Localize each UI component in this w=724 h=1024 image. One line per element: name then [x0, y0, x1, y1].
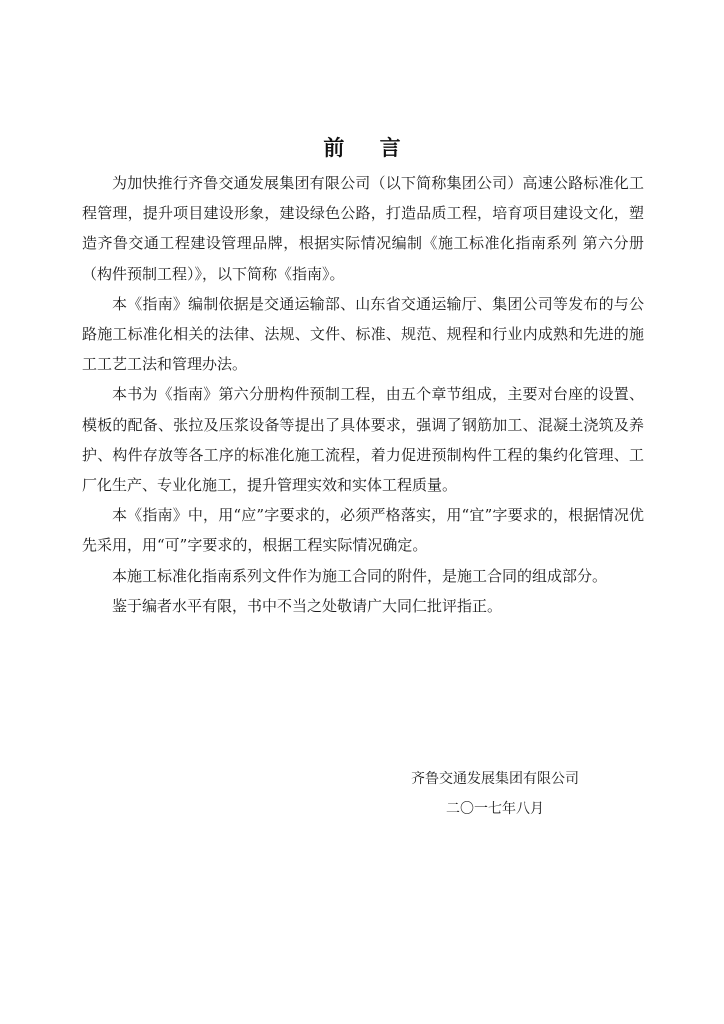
paragraph-closing: 鉴于编者水平有限，书中不当之处敬请广大同仁批评指正。: [112, 596, 503, 615]
paragraph-contract: 本施工标准化指南系列文件作为施工合同的附件，是施工合同的组成部分。: [112, 566, 608, 585]
page-title: 前 言: [323, 136, 415, 160]
signature-block: [380, 764, 610, 824]
paragraph-basis: 本《指南》编制依据是交通运输部、山东省交通运输厅、集团公司等发布的与公路施工标准化相关的法律、法规、文件、标准、规范、规程和行业内成熟和先进的施工工艺工法和管理办法。: [82, 294, 644, 374]
paragraph-purpose: 为加快推行齐鲁交通发展集团有限公司（以下简称集团公司）高速公路标准化工程管理，提升项目建设形象，建设绿色公路，打造品质工程，培育项目建设文化，塑造齐鲁交通工程建设管理品牌，根据实际情况编制《施工标准化指南系列 第六分册（构件预制工程）》，以下简称《指南》。: [82, 174, 644, 283]
signature-date: 二〇一七年八月: [446, 801, 544, 817]
paragraph-wording: 本《指南》中，用“应”字要求的，必须严格落实，用“宜”字要求的，根据情况优先采用，用“可”字要求的，根据工程实际情况确定。: [82, 506, 644, 555]
paragraph-content: 本书为《指南》第六分册构件预制工程，由五个章节组成，主要对台座的设置、模板的配备、张拉及压浆设备等提出了具体要求，强调了钢筋加工、混凝土浇筑及养护、构件存放等各工序的标准化施工流程，着力促进预制构件工程的集约化管理、工厂化生产、专业化施工，提升管理实效和实体工程质量。: [82, 385, 644, 495]
signature-organization: 齐鲁交通发展集团有限公司: [411, 771, 579, 787]
preface-body: [82, 168, 644, 621]
